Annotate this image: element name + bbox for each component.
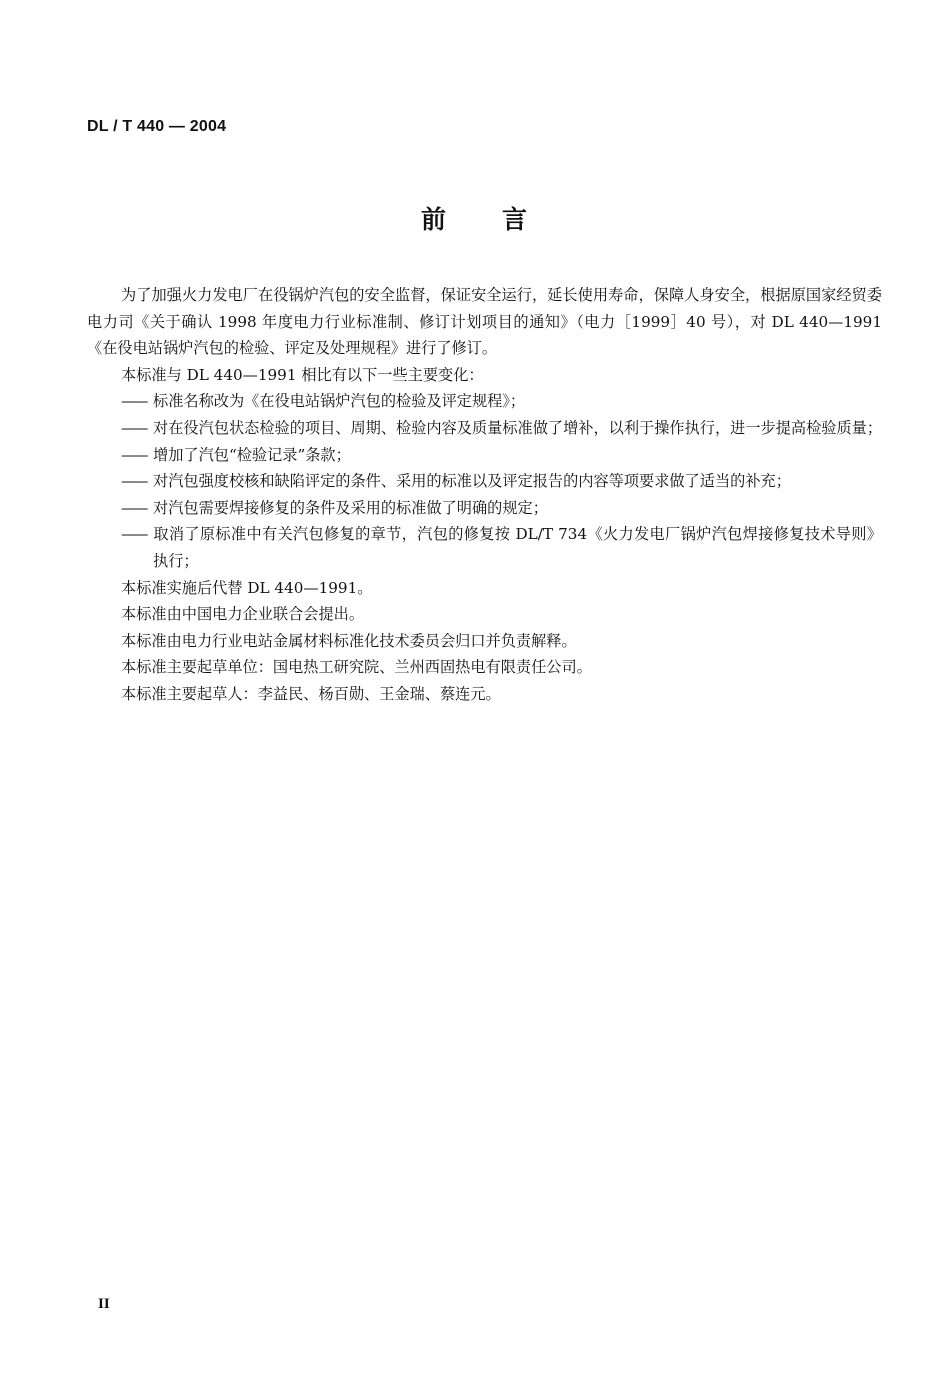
drafters-statement: 本标准主要起草人：李益民、杨百勋、王金瑞、蔡连元。 xyxy=(121,684,501,703)
change-text: 对汽包需要焊接修复的条件及采用的标准做了明确的规定； xyxy=(153,498,548,517)
standard-code: DL / T 440 — 2004 xyxy=(87,118,227,135)
intro-paragraph: 为了加强火力发电厂在役锅炉汽包的安全监督，保证安全运行，延长使用寿命，保障人身安全，根据原国家经贸委电力司《关于确认 1998 年度电力行业标准制、修订计划项目的通知》（电力［1999］40 号），对 DL 440—1991《在役电站锅炉汽包的检验、评定及处理规程》进行了修订。 xyxy=(87,286,882,358)
title-char-2: 言 xyxy=(502,205,530,234)
changes-intro: 本标准与 DL 440—1991 相比有以下一些主要变化： xyxy=(121,365,484,384)
dash-mark: —— xyxy=(121,445,146,464)
change-item xyxy=(87,495,882,522)
dash-mark: —— xyxy=(121,418,146,437)
change-item xyxy=(87,521,882,574)
change-item xyxy=(87,468,882,495)
change-item xyxy=(87,415,882,442)
foreword-body xyxy=(87,282,882,708)
change-text: 取消了原标准中有关汽包修复的章节，汽包的修复按 DL/T 734《火力发电厂锅炉汽包焊接修复技术导则》执行； xyxy=(153,525,882,570)
title-char-1: 前 xyxy=(420,205,448,234)
change-item xyxy=(87,442,882,469)
dash-mark: —— xyxy=(121,525,146,544)
change-text: 对汽包强度校核和缺陷评定的条件、采用的标准以及评定报告的内容等项要求做了适当的补充； xyxy=(153,472,791,491)
change-item xyxy=(87,388,882,415)
responsible-statement: 本标准由电力行业电站金属材料标准化技术委员会归口并负责解释。 xyxy=(121,631,577,650)
change-text: 增加了汽包“检验记录”条款； xyxy=(153,445,351,464)
dash-mark: —— xyxy=(121,472,146,491)
dash-mark: —— xyxy=(121,392,146,411)
replaces-statement: 本标准实施后代替 DL 440—1991。 xyxy=(121,578,373,597)
dash-mark: —— xyxy=(121,498,146,517)
drafting-units-statement: 本标准主要起草单位：国电热工研究院、兰州西固热电有限责任公司。 xyxy=(121,658,592,677)
proposed-by-statement: 本标准由中国电力企业联合会提出。 xyxy=(121,605,364,624)
page-number: II xyxy=(98,1296,110,1312)
change-text: 标准名称改为《在役电站锅炉汽包的检验及评定规程》； xyxy=(153,392,526,411)
change-text: 对在役汽包状态检验的项目、周期、检验内容及质量标准做了增补，以利于操作执行，进一步提高检验质量； xyxy=(153,418,882,437)
page-title xyxy=(0,200,950,236)
